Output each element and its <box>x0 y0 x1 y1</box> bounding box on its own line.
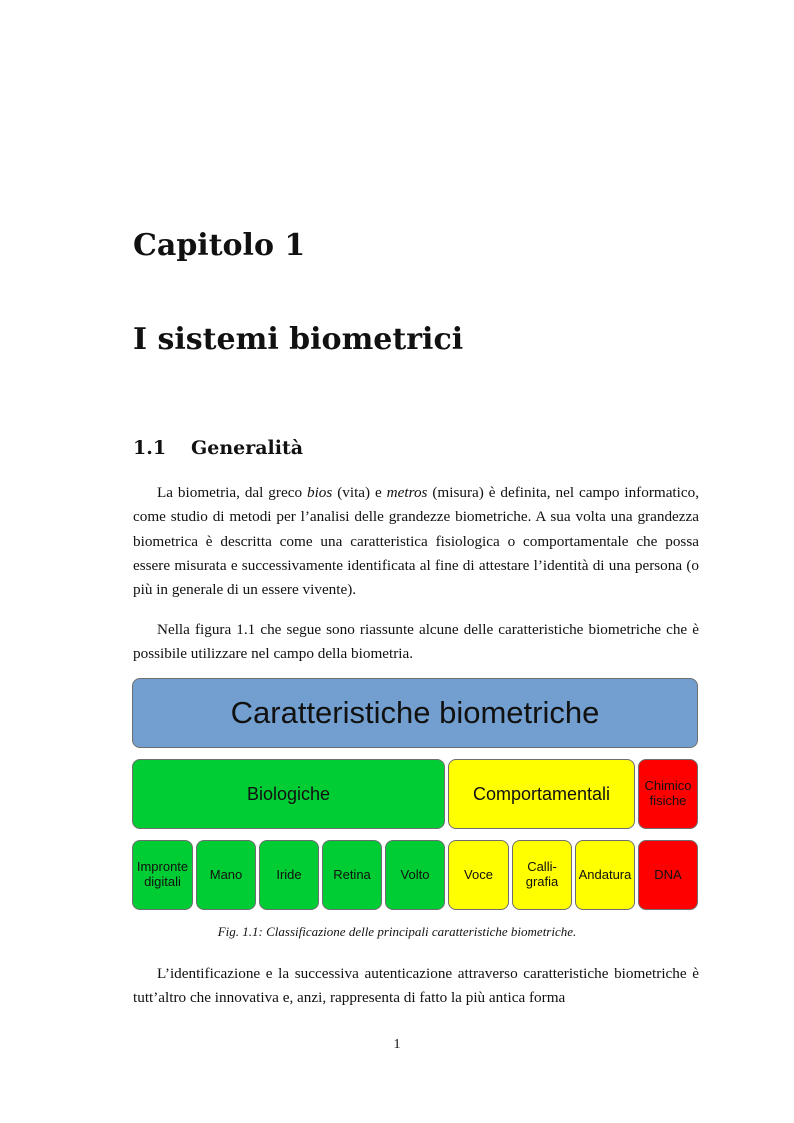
root-box: Caratteristiche biometriche <box>132 678 698 748</box>
section-title: Generalità <box>191 437 304 459</box>
chapter-label: Capitolo 1 <box>133 228 306 263</box>
leaf-andatura: Andatura <box>575 840 635 910</box>
term-metros: metros <box>386 484 428 501</box>
biometric-classification-figure <box>132 678 699 910</box>
leaf-voce: Voce <box>448 840 509 910</box>
leaf-retina: Retina <box>322 840 382 910</box>
chapter-title: I sistemi biometrici <box>133 322 464 357</box>
page-number: 1 <box>393 1037 401 1052</box>
section-number: 1.1 <box>133 437 167 459</box>
section-heading <box>133 437 303 459</box>
leaf-mano: Mano <box>196 840 256 910</box>
paragraph-text: La biometria, dal greco <box>157 484 307 501</box>
paragraph-text: (vita) e <box>332 484 387 501</box>
leaf-impronte-digitali: Impronte digitali <box>132 840 193 910</box>
category-biologiche: Biologiche <box>132 759 445 829</box>
leaf-dna: DNA <box>638 840 698 910</box>
leaf-iride: Iride <box>259 840 319 910</box>
category-comportamentali: Comportamentali <box>448 759 635 829</box>
paragraph-figure-intro: Nella figura 1.1 che segue sono riassunte alcune delle caratteristiche biometriche che è possibile utilizzare nel campo della biometria. <box>133 621 699 663</box>
figure-caption: Fig. 1.1: Classificazione delle principali caratteristiche biometriche. <box>217 924 577 939</box>
leaf-volto: Volto <box>385 840 445 910</box>
category-chimico-fisiche: Chimico fisiche <box>638 759 698 829</box>
paragraph-identificazione: L’identificazione e la successiva autenticazione attraverso caratteristiche biometriche è tutt’altro che innovativa e, anzi, rappresenta di fatto la più antica forma <box>133 965 699 1007</box>
term-bios: bios <box>306 484 333 501</box>
paragraph-biometria <box>133 481 699 602</box>
leaf-calligrafia: Calli-grafia <box>512 840 572 910</box>
paragraph-text: (misura) è definita, nel campo informatico, come studio di metodi per l’analisi delle grandezze biometriche. A sua volta una grandezza biometrica è descritta come una caratteristica fisiologica o comportamentale che possa essere misurata e successivamente identificata al fine di attestare l’identità di una persona (o più in generale di un essere vivente). <box>133 484 699 599</box>
